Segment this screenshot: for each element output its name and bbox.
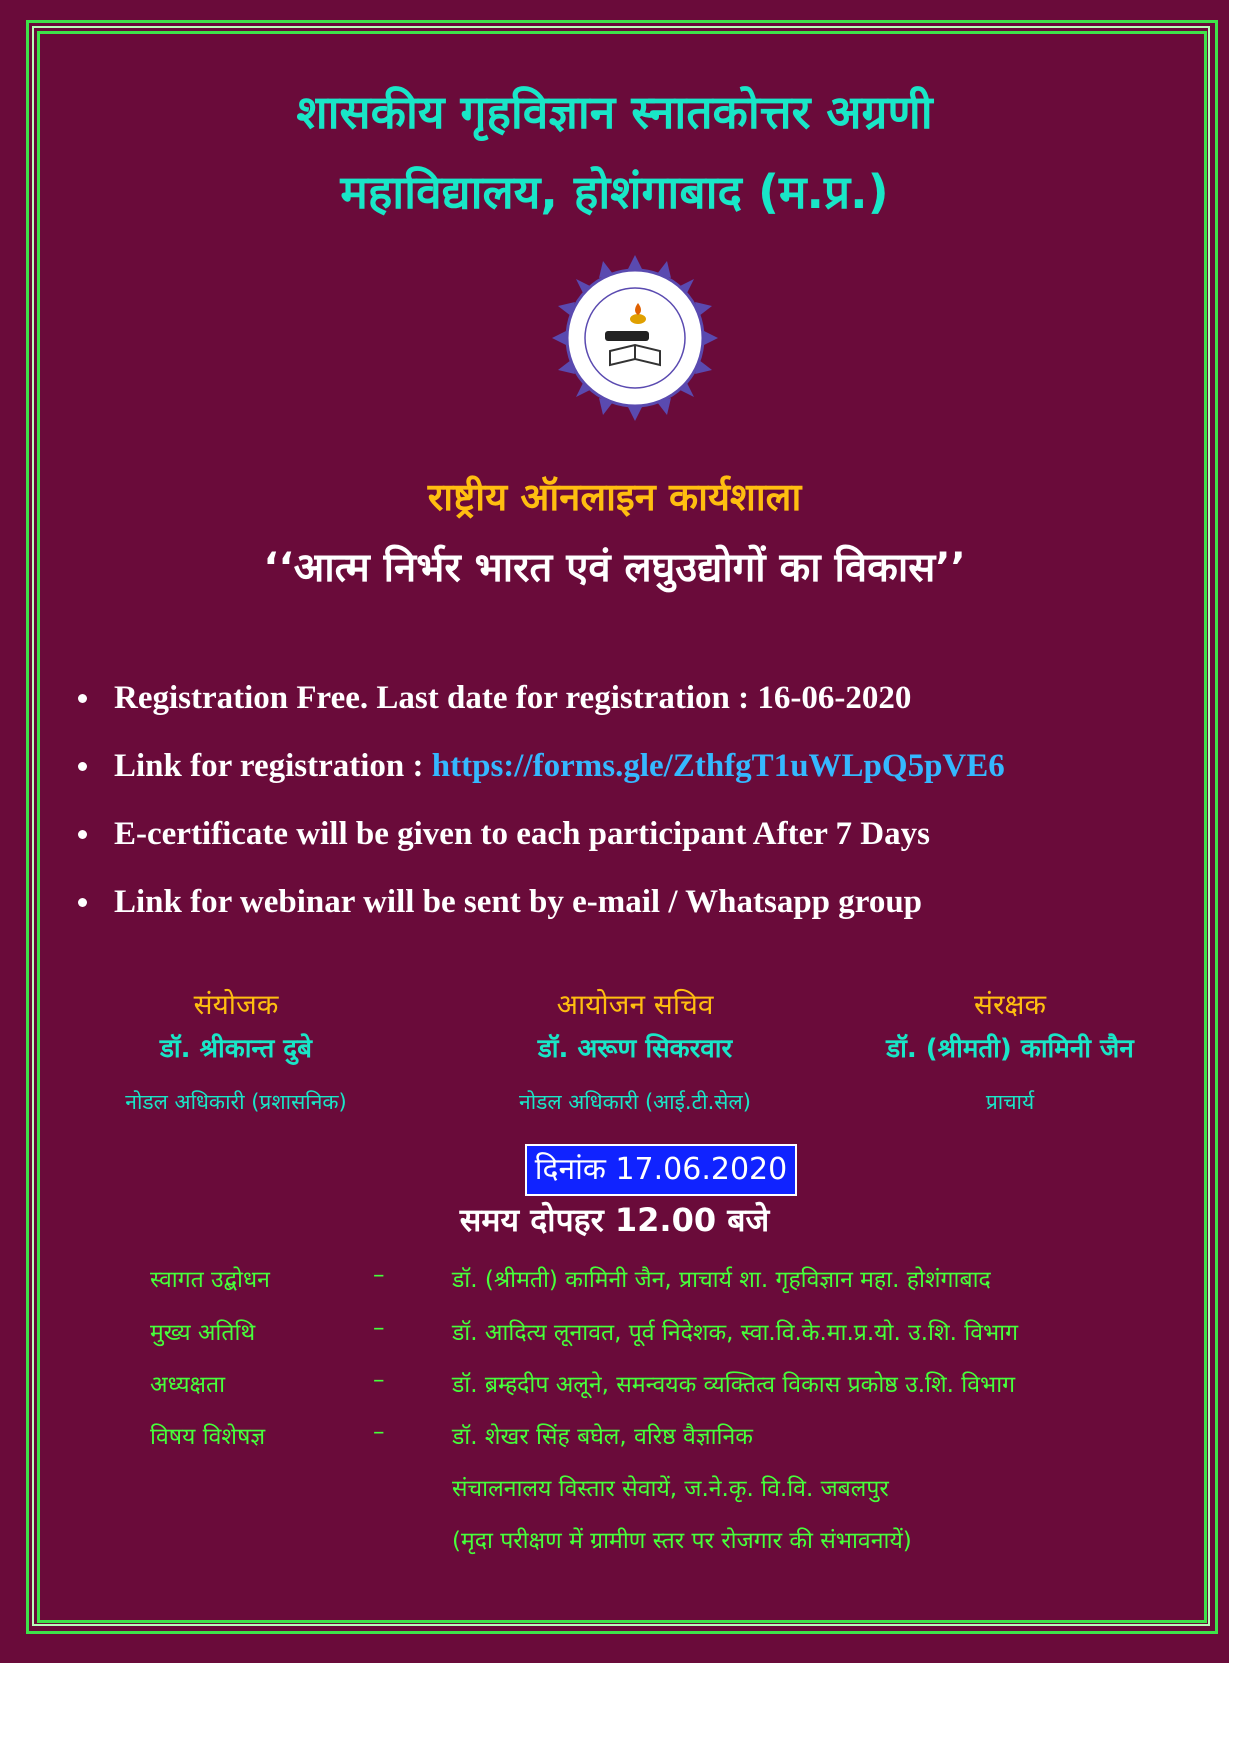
schedule-label: विषय विशेषज्ञ [150, 1424, 266, 1450]
organizer-designation: प्राचार्य [985, 1090, 1035, 1114]
workshop-title: राष्ट्रीय ऑनलाइन कार्यशाला [427, 475, 802, 519]
list-item [78, 678, 1158, 746]
registration-free-text: Registration Free. Last date for registration : 16-06-2020 [114, 680, 912, 716]
college-name-line2: महाविद्यालय, होशंगाबाद (म.प्र.) [340, 165, 889, 219]
schedule-label: स्वागत उद्बोधन [150, 1267, 270, 1293]
bullet-icon [78, 898, 87, 907]
event-time: समय दोपहर 12.00 बजे [459, 1201, 770, 1239]
organizer-role: संरक्षक [974, 988, 1046, 1021]
certificate-text: E-certificate will be given to each participant After 7 Days [114, 816, 930, 852]
bullet-icon [78, 694, 87, 703]
organizer-designation: नोडल अधिकारी (प्रशासनिक) [125, 1090, 347, 1114]
organizer-role: आयोजन सचिव [556, 988, 714, 1021]
list-item [78, 814, 1158, 882]
event-date: दिनांक 17.06.2020 [525, 1144, 797, 1196]
schedule-detail: डॉ. (श्रीमती) कामिनी जैन, प्राचार्य शा. गृहविज्ञान महा. होशंगाबाद [452, 1267, 991, 1293]
organizer-name: डॉ. श्रीकान्त दुबे [160, 1034, 312, 1064]
schedule-topic: (मृदा परीक्षण में ग्रामीण स्तर पर रोजगार की संभावनायें) [452, 1528, 912, 1554]
organizer-name: डॉ. अरूण सिकरवार [537, 1034, 733, 1064]
schedule-label: अध्यक्षता [150, 1372, 226, 1398]
schedule-dash: – [373, 1419, 385, 1445]
workshop-theme: ‘‘आत्म निर्भर भारत एवं लघुउद्योगों का विकास’’ [263, 545, 966, 591]
list-item [78, 882, 1158, 950]
schedule-detail: डॉ. ब्रम्हदीप अलूने, समन्वयक व्यक्तित्व विकास प्रकोष्ठ उ.शि. विभाग [452, 1372, 1016, 1398]
college-name-line1: शासकीय गृहविज्ञान स्नातकोत्तर अग्रणी [296, 85, 933, 139]
schedule-detail-continued: संचालनालय विस्तार सेवायें, ज.ने.कृ. वि.वि. जबलपुर [452, 1476, 889, 1502]
organizer-designation: नोडल अधिकारी (आई.टी.सेल) [519, 1090, 751, 1114]
webinar-link-text: Link for webinar will be sent by e-mail / Whatsapp group [114, 884, 923, 920]
organizer-name: डॉ. (श्रीमती) कामिनी जैन [886, 1034, 1134, 1064]
bullet-icon [78, 830, 87, 839]
schedule-dash: – [373, 1367, 385, 1393]
organizer-role: संयोजक [193, 988, 279, 1021]
schedule-dash: – [373, 1315, 385, 1341]
registration-link-label: Link for registration : [114, 748, 432, 784]
schedule-detail: डॉ. शेखर सिंह बघेल, वरिष्ठ वैज्ञानिक [452, 1424, 753, 1450]
bullet-icon [78, 762, 87, 771]
college-seal-icon [550, 253, 720, 423]
schedule-label: मुख्य अतिथि [150, 1320, 256, 1346]
organizer-convener [56, 985, 416, 1117]
organizer-patron [830, 985, 1190, 1117]
info-list [78, 678, 1158, 950]
schedule-dash: – [373, 1262, 385, 1288]
schedule-detail: डॉ. आदित्य लूनावत, पूर्व निदेशक, स्वा.वि.के.मा.प्र.यो. उ.शि. विभाग [452, 1320, 1019, 1346]
registration-link[interactable]: https://forms.gle/ZthfgT1uWLpQ5pVE6 [431, 748, 1005, 784]
organizer-secretary [455, 985, 815, 1117]
list-item [78, 746, 1158, 814]
